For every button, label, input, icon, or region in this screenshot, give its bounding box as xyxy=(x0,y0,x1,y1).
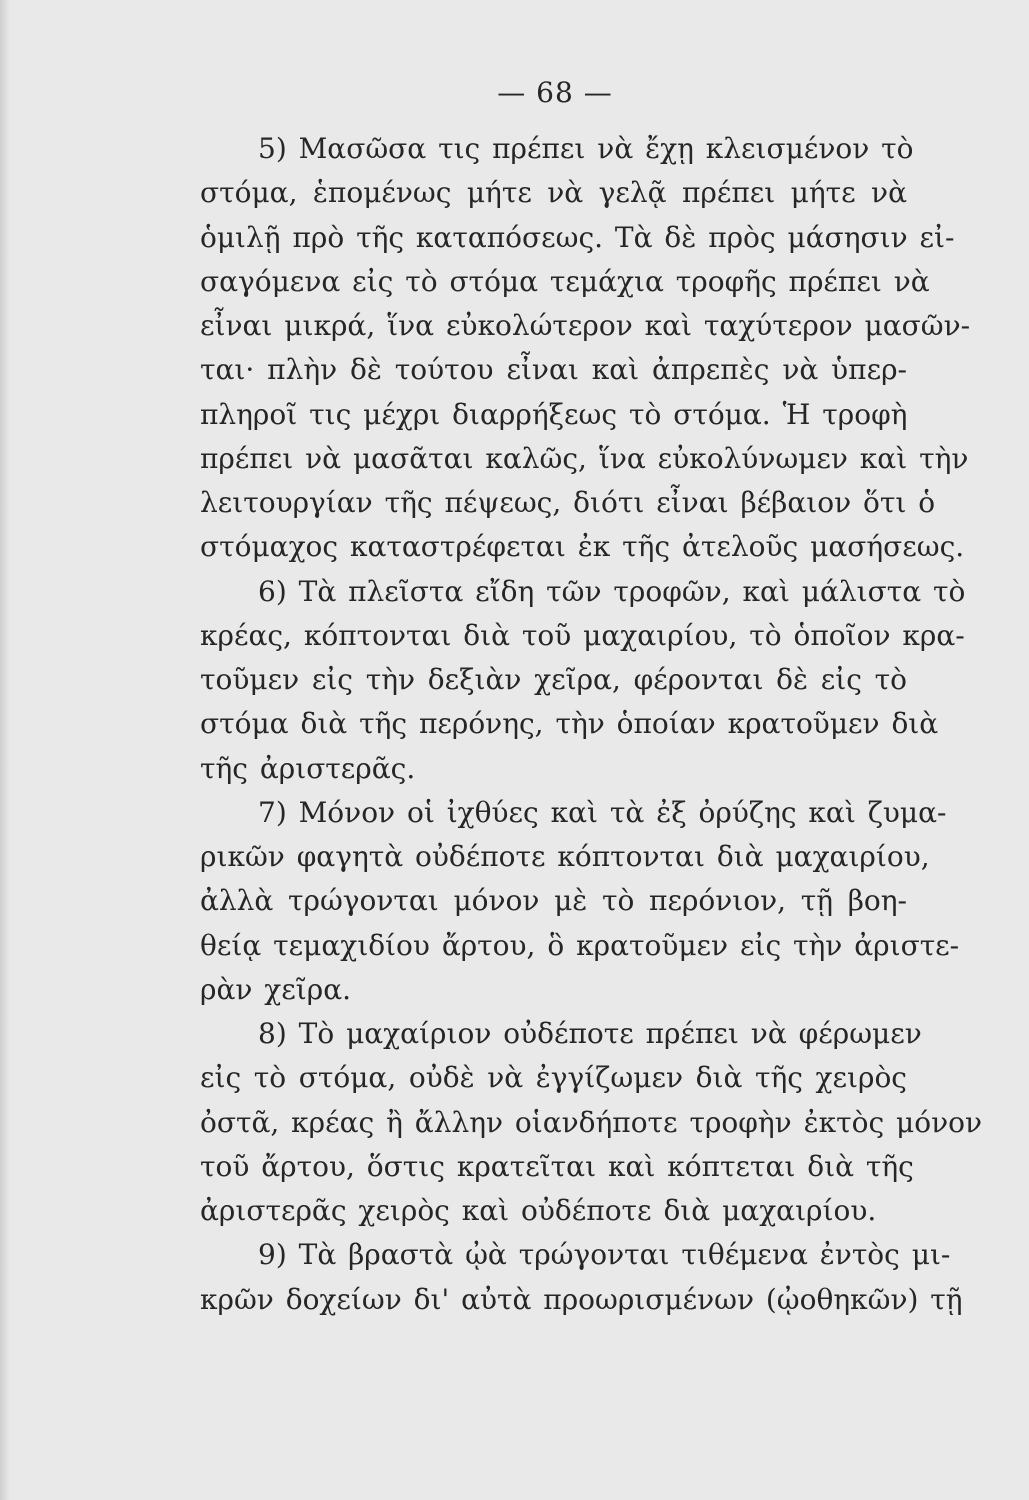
text-line: ται· πλὴν δὲ τούτου εἶναι καὶ ἀπρεπὲς νὰ ὑπερ- xyxy=(200,353,907,387)
text-line: στόμαχος καταστρέφεται ἐκ τῆς ἀτελοῦς μασήσεως. xyxy=(200,530,965,564)
text-line: στόμα διὰ τῆς περόνης, τὴν ὁποίαν κρατοῦμεν διὰ xyxy=(200,707,939,741)
text-line: ὁμιλῇ πρὸ τῆς καταπόσεως. Τὰ δὲ πρὸς μάσησιν εἰ- xyxy=(200,220,955,254)
text-line: σαγόμενα εἰς τὸ στόμα τεμάχια τροφῆς πρέπει νὰ xyxy=(200,264,930,298)
text-line: εἶναι μικρά, ἵνα εὐκολώτερον καὶ ταχύτερον μασῶν- xyxy=(200,309,971,342)
text-line: 7) Μόνον οἱ ἰχθύες καὶ τὰ ἐξ ὀρύζης καὶ ζυμα- xyxy=(258,795,947,829)
text-line: τῆς ἀριστερᾶς. xyxy=(200,751,416,785)
text-line: 5) Μασῶσα τις πρέπει νὰ ἔχῃ κλεισμένον τὸ xyxy=(258,132,914,165)
page-number: — 68 — xyxy=(497,76,613,109)
text-line: 9) Τὰ βραστὰ ᾠὰ τρώγονται τιθέμενα ἐντὸς μι- xyxy=(258,1238,951,1272)
text-line: ἀλλὰ τρώγονται μόνον μὲ τὸ περόνιον, τῇ βοη- xyxy=(200,884,907,918)
text-line: ρὰν χεῖρα. xyxy=(200,972,352,1006)
text-line: 6) Τὰ πλεῖστα εἴδη τῶν τροφῶν, καὶ μάλιστα τὸ xyxy=(258,574,966,608)
text-line: κρέας, κόπτονται διὰ τοῦ μαχαιρίου, τὸ ὁποῖον κρα- xyxy=(200,618,965,652)
text-line: ρικῶν φαγητὰ οὐδέποτε κόπτονται διὰ μαχαιρίου, xyxy=(200,840,930,873)
text-line: πρέπει νὰ μασᾶται καλῶς, ἵνα εὐκολύνωμεν καὶ τὴν xyxy=(200,441,969,475)
text-line: κρῶν δοχείων δι' αὐτὰ προωρισμένων (ᾠοθηκῶν) τῇ xyxy=(200,1282,963,1316)
text-line: ὀστᾶ, κρέας ἢ ἄλλην οἱανδήποτε τροφὴν ἐκτὸς μόνον xyxy=(200,1105,982,1139)
text-line: τοῦ ἄρτου, ὅστις κρατεῖται καὶ κόπτεται διὰ τῆς xyxy=(200,1149,914,1183)
text-line: στόμα, ἑπομένως μήτε νὰ γελᾷ πρέπει μήτε νὰ xyxy=(200,176,907,210)
text-line: λειτουργίαν τῆς πέψεως, διότι εἶναι βέβαιον ὅτι ὁ xyxy=(200,486,936,519)
body-text xyxy=(200,127,982,1322)
text-line: ἀριστερᾶς χειρὸς καὶ οὐδέποτε διὰ μαχαιρίου. xyxy=(200,1194,877,1227)
text-line: 8) Τὸ μαχαίριον οὐδέποτε πρέπει νὰ φέρωμεν xyxy=(258,1017,922,1050)
text-line: πληροῖ τις μέχρι διαρρήξεως τὸ στόμα. Ἡ τροφὴ xyxy=(200,397,908,431)
page-edge xyxy=(0,0,10,1500)
text-line: εἰς τὸ στόμα, οὐδὲ νὰ ἐγγίζωμεν διὰ τῆς χειρὸς xyxy=(200,1061,907,1095)
text-line: θείᾳ τεμαχιδίου ἄρτου, ὃ κρατοῦμεν εἰς τὴν ἀριστε- xyxy=(200,928,960,962)
text-line: τοῦμεν εἰς τὴν δεξιὰν χεῖρα, φέρονται δὲ εἰς τὸ xyxy=(200,663,907,696)
